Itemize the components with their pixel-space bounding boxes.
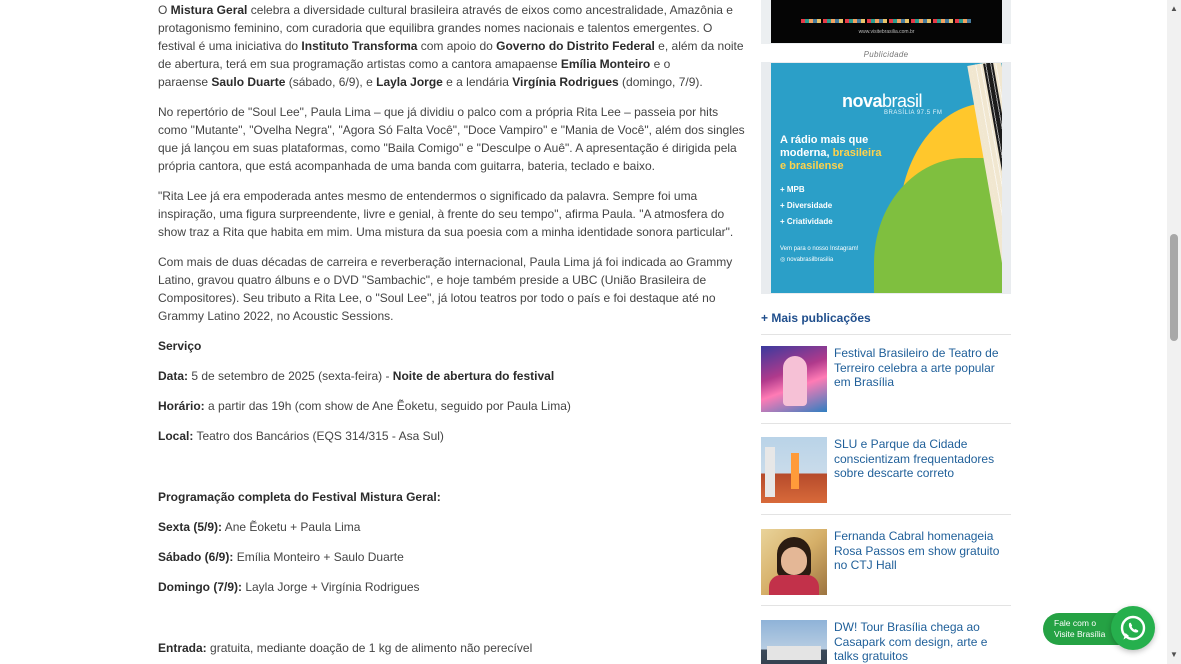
artist-name: Layla Jorge (376, 75, 443, 89)
scroll-up-arrow-icon[interactable]: ▲ (1170, 4, 1178, 13)
ad-decoration (801, 19, 971, 23)
divider (761, 423, 1011, 424)
text: e a lendária (442, 75, 513, 89)
radio-logo (842, 91, 922, 112)
label: Horário: (158, 399, 205, 413)
person-figure (791, 453, 799, 489)
scrollbar-thumb[interactable] (1170, 234, 1178, 341)
post-title-link[interactable]: Festival Brasileiro de Teatro de Terreiro celebra a arte popular em Brasília (834, 346, 999, 389)
value: a partir das 19h (com show de Ane Ẽoketu, seguido por Paula Lima) (204, 399, 571, 413)
artist-name: Virgínia Rodrigues (512, 75, 619, 89)
text: e, além da noite (654, 39, 744, 53)
value: gratuita, mediante doação de 1 kg de alimento não perecível (206, 641, 533, 655)
text: com apoio do (417, 39, 497, 53)
heading-text: Serviço (158, 339, 202, 353)
radio-headline (780, 134, 900, 173)
post-thumbnail[interactable] (761, 620, 827, 664)
servico-data (158, 367, 554, 385)
artist-name: Emília Monteiro (560, 57, 651, 71)
text: Latino, gravou quatro álbuns e o DVD "Sambachic", e hoje também preside a UBC (União Brasileira de (158, 273, 707, 287)
related-post[interactable] (761, 346, 1011, 416)
whatsapp-label-line: Visite Brasília (1054, 629, 1106, 639)
feature-item: + MPB (780, 185, 805, 194)
feature-item: + Diversidade (780, 201, 833, 210)
scroll-down-arrow-icon[interactable]: ▼ (1170, 650, 1178, 659)
post-thumbnail[interactable] (761, 437, 827, 503)
entrada-info (158, 639, 532, 657)
text: inspiração, uma figura surpreendente, livre e genial, à frente do seu tempo", afirma Paula. "A atmosfera do (158, 207, 725, 221)
programacao-sabado (158, 548, 404, 566)
label: Sexta (5/9): (158, 520, 223, 534)
artist-name: Saulo Duarte (211, 75, 286, 89)
label: Domingo (7/9): (158, 580, 242, 594)
post-title-link[interactable]: SLU e Parque da Cidade conscientizam frequentadores sobre descarte correto (834, 437, 995, 480)
ad-image (771, 63, 1002, 293)
label: Local: (158, 429, 194, 443)
ad-url: www.visitebrasilia.com.br (858, 29, 915, 35)
ad-banner-radio[interactable] (761, 62, 1011, 294)
value: 5 de setembro de 2025 (sexta-feira) - (188, 369, 393, 383)
servico-local (158, 427, 444, 445)
headline-highlight: brasileira (832, 147, 882, 159)
text: e o (650, 57, 671, 71)
label: Data: (158, 369, 189, 383)
programacao-domingo (158, 578, 420, 596)
radio-instagram (780, 244, 858, 266)
banner-figure (765, 447, 775, 497)
heading-text: Programação completa do Festival Mistura Geral: (158, 490, 441, 504)
related-post[interactable] (761, 529, 1011, 599)
whatsapp-button[interactable] (1111, 606, 1155, 650)
text: (domingo, 7/9). (618, 75, 703, 89)
text: show traz a Rita que habita em mim. Uma mistura da sua poesia com a minha identidade sonora particular". (158, 225, 734, 239)
post-title-link[interactable]: Fernanda Cabral homenageia Rosa Passos em show gratuito no CTJ Hall (834, 529, 1000, 572)
building-shape (767, 646, 821, 660)
instagram-handle: ◎ novabrasilbrasilia (780, 257, 834, 263)
text: paraense (158, 75, 212, 89)
value-bold: Noite de abertura do festival (392, 369, 555, 383)
ad-banner-top[interactable] (761, 0, 1011, 44)
organizer-name: Instituto Transforma (301, 39, 418, 53)
radio-features (780, 182, 833, 230)
divider (761, 334, 1011, 335)
dress-shape (769, 575, 819, 595)
text: O (158, 3, 171, 17)
programacao-sexta (158, 518, 360, 536)
sponsor-name: Governo do Distrito Federal (496, 39, 655, 53)
servico-heading (158, 337, 201, 355)
radio-frequency: BRASÍLIA 97.5 FM (884, 110, 943, 116)
feature-item: + Criatividade (780, 217, 833, 226)
value: Emília Monteiro + Saulo Duarte (233, 550, 404, 564)
whatsapp-label-line: Fale com o (1054, 618, 1097, 628)
text: Compositores). Seu tributo a Rita Lee, o "Soul Lee", já lotou teatros por todo o país e foi destaque até no (158, 291, 716, 305)
text: própria cantora, que está acompanhada de uma banda com guitarra, bateria, teclado e baixo. (158, 159, 655, 173)
dancer-figure (783, 356, 807, 406)
post-thumbnail[interactable] (761, 346, 827, 412)
whatsapp-icon (1111, 606, 1155, 650)
text: celebra a diversidade cultural brasileira através de eixos como ancestralidade, Amazônia e (247, 3, 733, 17)
instagram-cta: Vem para o nosso Instagram! (780, 246, 859, 252)
related-post[interactable] (761, 620, 1011, 664)
text: como "Mutante", "Ovelha Negra", "Agora Só Falta Você", "Doce Vampiro" e "Mania de Você", além dos singles (158, 123, 745, 137)
headline-highlight: e brasilense (780, 160, 844, 172)
more-posts-heading[interactable]: + Mais publicações (761, 311, 871, 325)
post-thumbnail[interactable] (761, 529, 827, 595)
ad-image (771, 0, 1002, 43)
programacao-heading (158, 488, 441, 506)
divider (761, 605, 1011, 606)
label: Sábado (6/9): (158, 550, 234, 564)
value: Ane Ẽoketu + Paula Lima (222, 520, 361, 534)
logo-text: brasil (882, 91, 923, 111)
related-post[interactable] (761, 437, 1011, 507)
text: No repertório de "Soul Lee", Paula Lima – que já dividiu o palco com a própria Rita Lee – passeia por hits (158, 105, 719, 119)
text: Com mais de duas décadas de carreira e reverberação internacional, Paula Lima já foi indicada ao Grammy (158, 255, 733, 269)
text: "Rita Lee já era empoderada antes mesmo de entendermos o significado da palavra. Sempre foi uma (158, 189, 698, 203)
post-title-link[interactable]: DW! Tour Brasília chega ao Casapark com design, arte e talks gratuitos (834, 620, 988, 663)
divider (761, 514, 1011, 515)
guitar-illustration (874, 158, 1002, 293)
text: de abertura, terá em sua programação artistas como a cantora amapaense (158, 57, 561, 71)
page-scrollbar[interactable] (1167, 0, 1181, 664)
face-shape (781, 547, 807, 575)
ad-label: Publicidade (863, 50, 909, 59)
text: protagonismo feminino, com curadoria que equilibra grandes nomes nacionais e talentos emergentes. O (158, 21, 713, 35)
text: que já lançou em suas plataformas, como "Baila Comigo" e "Desculpe o Auê". A apresentação é dirigida pela (158, 141, 737, 155)
servico-horario (158, 397, 571, 415)
text: Grammy Latino 2022, no Acoustic Sessions. (158, 309, 394, 323)
headline-line: moderna, (780, 147, 833, 159)
logo-text: nova (842, 91, 883, 111)
value: Teatro dos Bancários (EQS 314/315 - Asa Sul) (193, 429, 444, 443)
text: (sábado, 6/9), e (285, 75, 377, 89)
label: Entrada: (158, 641, 207, 655)
festival-name: Mistura Geral (170, 3, 248, 17)
value: Layla Jorge + Virgínia Rodrigues (242, 580, 420, 594)
text: festival é uma iniciativa do (158, 39, 302, 53)
headline-line: A rádio mais que (780, 134, 869, 146)
